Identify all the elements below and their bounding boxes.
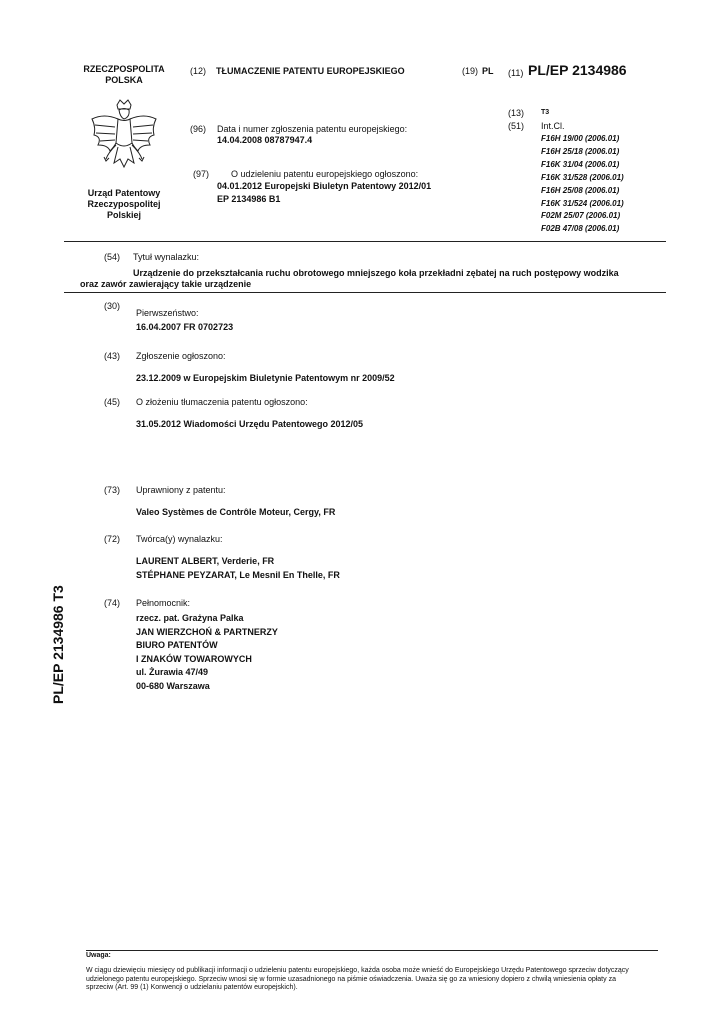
- priority-label: Pierwszeństwo:: [136, 308, 199, 318]
- code-45: (45): [104, 397, 121, 407]
- intcl-item: F16H 19/00 (2006.01): [541, 134, 620, 143]
- attorney-line: 00-680 Warszawa: [136, 680, 210, 691]
- application-value: 14.04.2008 08787947.4: [217, 135, 313, 145]
- code-72: (72): [104, 534, 121, 544]
- owner-value: Valeo Systèmes de Contrôle Moteur, Cergy, FR: [136, 507, 336, 517]
- intcl-item: F02M 25/07 (2006.01): [541, 211, 621, 221]
- intcl-label: Int.Cl.: [541, 121, 565, 131]
- attorney-address: [136, 612, 278, 694]
- code-73: (73): [104, 485, 121, 495]
- intcl-item: F02B 47/08 (2006.01): [541, 224, 620, 234]
- footer-note: W ciągu dziewięciu miesięcy od publikacji informacji o udzieleniu patentu europejskiego, każda osoba może wnieść do Europejskiego Urzędu Patentowego sprzeciw dotyczący udzielonego patentu europejskiego. Sprzeciw wnosi się w formie uzasadnionego na piśmie oświadczenia. Uważa się go za wniesiony dopiero z chwilą wniesienia opłaty za sprzeciw (Art. 99 (1) Konwencji o udzielaniu patentów europejskich).: [86, 967, 629, 991]
- inventor-2: STÉPHANE PEYZARAT, Le Mesnil En Thelle, FR: [136, 570, 340, 580]
- code-19: (19): [462, 66, 479, 76]
- eagle-emblem-icon: [86, 97, 162, 181]
- attorney-line: I ZNAKÓW TOWAROWYCH: [136, 653, 252, 664]
- published-value: 23.12.2009 w Europejskim Biuletynie Patentowym nr 2009/52: [136, 373, 395, 383]
- translation-label: O złożeniu tłumaczenia patentu ogłoszono:: [136, 397, 308, 407]
- footer-heading: Uwaga:: [86, 952, 111, 959]
- code-54: (54): [104, 252, 121, 262]
- intcl-item: F16K 31/524 (2006.01): [541, 198, 624, 208]
- grant-label: O udzieleniu patentu europejskiego ogłoszono:: [231, 169, 419, 179]
- country-code: PL: [482, 66, 494, 76]
- application-label: Data i numer zgłoszenia patentu europejskiego:: [217, 124, 408, 134]
- code-13: (13): [508, 108, 525, 118]
- attorney-line: BIURO PATENTÓW: [136, 640, 218, 651]
- title-divider: [64, 292, 666, 293]
- translation-value: 31.05.2012 Wiadomości Urzędu Patentowego 2012/05: [136, 419, 364, 429]
- office-name: Urząd Patentowy Rzeczypospolitej Polskiej: [87, 188, 161, 220]
- intcl-item: F16H 25/08 (2006.01): [541, 185, 620, 195]
- code-12: (12): [190, 66, 207, 76]
- attorney-line: rzecz. pat. Grażyna Palka: [136, 613, 244, 623]
- country-name: RZECZPOSPOLITA POLSKA: [83, 64, 165, 85]
- code-51: (51): [508, 121, 525, 131]
- attorney-line: JAN WIERZCHOŃ & PARTNERZY: [136, 626, 278, 637]
- intcl-item: F16K 31/04 (2006.01): [541, 159, 620, 169]
- priority-value: 16.04.2007 FR 0702723: [136, 322, 234, 332]
- title-line-1: Urządzenie do przekształcania ruchu obrotowego mniejszego koła przekładni zębatej na ruch postępowy wodzika: [133, 268, 619, 278]
- published-label: Zgłoszenie ogłoszono:: [136, 351, 226, 361]
- title-line-2: oraz zawór zawierający takie urządzenie: [80, 279, 252, 289]
- code-11: (11): [508, 68, 524, 78]
- code-97: (97): [193, 169, 210, 179]
- owner-label: Uprawniony z patentu:: [136, 485, 226, 495]
- code-74: (74): [104, 598, 121, 608]
- kind-code: T3: [541, 109, 550, 116]
- grant-value: 04.01.2012 Europejski Biuletyn Patentowy 2012/01: [217, 181, 432, 191]
- code-30: (30): [104, 301, 121, 311]
- intcl-list: [541, 133, 624, 236]
- patent-number: PL/EP 2134986: [528, 62, 627, 78]
- footer-divider: [86, 950, 658, 951]
- inventor-1: LAURENT ALBERT, Verderie, FR: [136, 556, 275, 566]
- attorney-label: Pełnomocnik:: [136, 598, 191, 608]
- title-label: Tytuł wynalazku:: [133, 252, 200, 262]
- grant-publication: EP 2134986 B1: [217, 194, 281, 204]
- header-divider: [64, 241, 666, 242]
- intcl-item: F16K 31/528 (2006.01): [541, 172, 624, 182]
- attorney-line: ul. Żurawia 47/49: [136, 667, 209, 678]
- code-43: (43): [104, 351, 121, 361]
- inventors-label: Twórca(y) wynalazku:: [136, 534, 223, 544]
- side-patent-label: PL/EP 2134986 T3: [50, 585, 66, 704]
- document-type: TŁUMACZENIE PATENTU EUROPEJSKIEGO: [216, 66, 405, 76]
- code-96: (96): [190, 124, 207, 134]
- intcl-item: F16H 25/18 (2006.01): [541, 146, 620, 156]
